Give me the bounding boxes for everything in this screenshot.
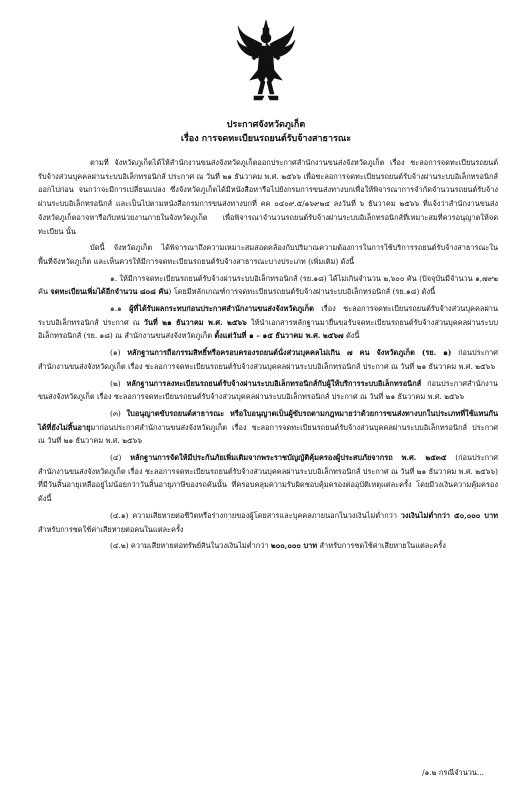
paragraph-coverage-1 [38,509,498,536]
paragraph-consideration: บัดนี้ จังหวัดภูเก็ต ได้พิจารณาถึงความเหมาะสมสอดคล้องกับปริมาณความต้องการในการใช้บริการรถยนต์รับจ้างสาธารณะในพื้นที่จังหวัดภูเก็ต และเห็นควรให้มีการจดทะเบียนรถยนต์รับจ้างสาธารณะบางประเภท (เพิ่มเติม) ดังนี้ [38,243,498,266]
evidence-2-heading: หลักฐานการลงทะเบียนรถยนต์รับจ้างผ่านระบบอิเล็กทรอนิกส์กับผู้ให้บริการระบบอิเล็กทรอนิกส์ [126,378,422,388]
paragraph-item-1-1 [38,302,498,343]
evidence-4-text: (ก่อนประกาศสำนักงานขนส่งจังหวัดภูเก็ต เรื่อง ชะลอการจดทะเบียนรถยนต์รับจ้างส่วนบุคคลผ่านระบบอิเล็กทรอนิกส์ ประกาศ ณ วันที่ ๒๑ ธันวาคม พ.ศ. ๒๕๖๖) ที่มีวันสิ้นอายุเหลืออยู่ไม่น้อยกว่าวันสิ้นอายุภาษีของรถคันนั้น ที่ครอบคลุมความรับผิดชอบคุ้มครองต่ออุบัติเหตุแต่ละครั้ง โดยมีวงเงินความคุ้มครอง ดังนี้ [38,453,498,504]
item-1-1-heading: ผู้ที่ได้รับผลกระทบก่อนประกาศสำนักงานขนส่งจังหวัดภูเก็ต [129,304,314,314]
evidence-3-text: มาก่อนประกาศสำนักงานขนส่งจังหวัดภูเก็ต เรื่อง ชะลอการจดทะเบียนรถยนต์รับจ้างส่วนบุคคลผ่านระบบอิเล็กทรอนิกส์ ประกาศ ณ วันที่ ๒๑ ธันวาคม พ.ศ. ๒๕๖๖ [38,422,498,446]
evidence-2-text: ก่อนประกาศสำนักงานขนส่งจังหวัดภูเก็ต เรื่อง ชะลอการจดทะเบียนรถยนต์รับจ้างส่วนบุคคลผ่านระบบอิเล็กทรอนิกส์ ประกาศ ณ วันที่ ๒๑ ธันวาคม พ.ศ. ๒๕๖๖ [38,378,498,402]
announcement-body [38,156,498,553]
coverage-2-rest: สำหรับการชดใช้ค่าเสียหายในแต่ละครั้ง [317,541,446,551]
item-1-1-number: ๑.๑ [110,304,130,314]
item-1-1-text: เรื่อง ชะลอการจดทะเบียนรถยนต์รับจ้างส่วนบุคคลผ่านระบบอิเล็กทรอนิกส์ ประกาศ ณ [38,304,498,327]
coverage-1-text: (๔.๑) ความเสียหายต่อชีวิตหรือร่างกายของผู้โดยสารและบุคคลภายนอกในวงเงินไม่ต่ำกว่า [110,510,401,520]
evidence-4-heading: หลักฐานการจัดให้มีประกันภัยเพิ่มเติมจากพระราชบัญญัติคุ้มครองผู้ประสบภัยจากรถ พ.ศ. ๒๕๓๕ [130,453,447,463]
item-1-1-text-2: ให้นำเอกสารหลักฐานมายื่นขอรับจดทะเบียนรถยนต์รับจ้างส่วนบุคคลผ่านระบบอิเล็กทรอนิกส์ (รย. ๑๘) ณ สำนักงานขนส่งจังหวัดภูเก็ต [38,317,499,341]
item-1-1-end: ดังนี้ [343,331,360,341]
paragraph-evidence-4 [38,451,498,506]
item-1-rest: ) โดยมีหลักเกณฑ์การจดทะเบียนรถยนต์รับจ้างผ่านระบบอิเล็กทรอนิกส์ (รย.๑๘) ดังนี้ [168,287,436,297]
coverage-1-amount: วงเงินไม่ต่ำกว่า ๕๐,๐๐๐ บาท [400,510,499,520]
evidence-3-heading: ใบอนุญาตขับรถยนต์สาธารณะ หรือใบอนุญาตเป็นผู้ขับรถตามกฎหมายว่าด้วยการขนส่งทางบกในประเภทที่ใช้แทนกันได้ที่ยังไม่สิ้นอายุ [38,408,499,432]
item-1-highlight: จดทะเบียนเพิ่มได้อีกจำนวน ๘๐๘ คัน [50,287,169,297]
paragraph-evidence-3 [38,407,498,448]
evidence-2-number: (๒) [110,378,127,388]
evidence-1-text: ก่อนประกาศสำนักงานขนส่งจังหวัดภูเก็ต เรื่อง ชะลอการจดทะเบียนรถยนต์รับจ้างส่วนบุคคลผ่านระบบอิเล็กทรอนิกส์ ประกาศ ณ วันที่ ๒๑ ธันวาคม พ.ศ. ๒๕๖๖ [38,348,498,371]
item-1-text: ๑. ให้มีการจดทะเบียนรถยนต์รับจ้างผ่านระบบอิเล็กทรอนิกส์ (รย.๑๘) ได้ไม่เกินจำนวน ๒,๖๐๐ คัน (ปัจจุบันมีจำนวน ๑,๗๙๒ คัน [38,273,498,297]
paragraph-coverage-2 [38,539,498,553]
paragraph-evidence-2 [38,377,498,404]
item-1-1-period: ตั้งแต่วันที่ ๑ – ๑๕ ธันวาคม พ.ศ. ๒๕๖๗ [214,331,344,341]
evidence-1-heading: หลักฐานการถือกรรมสิทธิ์หรือครอบครองรถยนต์นั่งส่วนบุคคลไม่เกิน ๗ คน จังหวัดภูเก็ต (รย. ๑) [127,348,452,358]
paragraph-evidence-1 [38,346,498,373]
evidence-3-number: (๓) [110,408,127,418]
announcement-title: ประกาศจังหวัดภูเก็ต [226,120,306,130]
paragraph-item-1 [38,272,498,299]
announcement-subject: เรื่อง การจดทะเบียนรถยนต์รับจ้างสาธารณะ [180,134,352,144]
page-continuation: /๑.๒ กรณีจำนวน... [422,768,484,777]
coverage-1-rest: สำหรับการชดใช้ค่าเสียหายต่อคนในแต่ละครั้ง [38,524,184,534]
coverage-2-text: (๔.๒) ความเสียหายต่อทรัพย์สินในวงเงินไม่ต่ำกว่า [110,541,271,551]
item-1-1-date: วันที่ ๒๑ ธันวาคม พ.ศ. ๒๕๖๖ [143,317,247,327]
evidence-4-number: (๔) [110,453,131,463]
garuda-emblem-icon [236,18,296,106]
coverage-2-amount: ๒๐๐,๐๐๐ บาท [270,541,318,551]
paragraph-preamble: ตามที่ จังหวัดภูเก็ตได้ให้สำนักงานขนส่งจังหวัดภูเก็ตออกประกาศสำนักงานขนส่งจังหวัดภูเก็ต เรื่อง ชะลอการจดทะเบียนรถยนต์รับจ้างส่วนบุคคลผ่านระบบอิเล็กทรอนิกส์ ประกาศ ณ วันที่ ๒๑ ธันวาคม พ.ศ. ๒๕๖๖ เพื่อชะลอการจดทะเบียนรถยนต์รับจ้างผ่านระบบอิเล็กทรอนิกส์ออกไปก่อน จนกว่าจะมีการเปลี่ยนแปลง ซึ่งจังหวัดภูเก็ตได้มีหนังสือหารือไปยังกรมการขนส่งทางบกเพื่อให้พิจารณาการจำกัดจำนวนรถยนต์รับจ้างผ่านระบบอิเล็กทรอนิกส์ และเป็นไปตามหนังสือกรมการขนส่งทางบกที่ คค ๐๔๐๙.๕/๑๖๙๒๔ ลงวันที่ ๖ ธันวาคม ๒๕๖๖ ที่แจ้งว่าสำนักงานขนส่งจังหวัดภูเก็ตอาจหารือกับหน่วยงานภายในจังหวัดภูเก็ต เพื่อพิจารณาจำนวนรถยนต์รับจ้างผ่านระบบอิเล็กทรอนิกส์ที่เหมาะสมที่ควรอนุญาตให้จดทะเบียน นั้น [38,158,498,236]
evidence-1-number: (๑) [110,348,128,358]
